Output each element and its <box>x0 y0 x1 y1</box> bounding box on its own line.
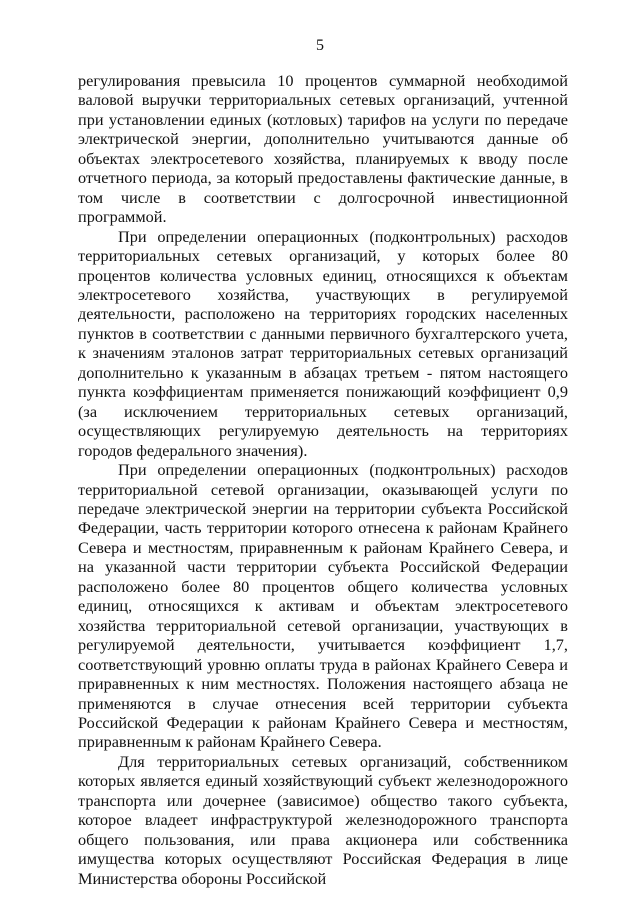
paragraph-railway-organizations: Для территориальных сетевых организаций, собственником которых является единый хозяйствующий субъект железнодорожного транспорта или дочернее (зависимое) общество такого субъекта, которое владеет инфраструктурой железнодорожного транспорта общего пользования, или права акционера или собственника имущества которых осуществляют Российская Федерация в лице Министерства обороны Российской <box>78 751 568 888</box>
document-body <box>78 71 568 888</box>
paragraph-continuation: регулирования превысила 10 процентов суммарной необходимой валовой выручки территориальных сетевых организаций, учтенной при установлении единых (котловых) тарифов на услуги по передаче электрической энергии, дополнительно учитываются данные об объектах электросетевого хозяйства, планируемых к вводу после отчетного периода, за который предоставлены фактические данные, в том числе в соответствии с долгосрочной инвестиционной программой. <box>78 71 568 227</box>
paragraph-urban-territories-coefficient: При определении операционных (подконтрольных) расходов территориальных сетевых организаций, у которых более 80 процентов количества условных единиц, относящихся к объектам электросетевого хозяйства, участвующих в регулируемой деятельности, расположено на территориях городских населенных пунктов в соответствии с данными первичного бухгалтерского учета, к значениям эталонов затрат территориальных сетевых организаций дополнительно к указанным в абзацах третьем - пятом настоящего пункта коэффициентам применяется понижающий коэффициент 0,9 (за исключением территориальных сетевых организаций, осуществляющих регулируемую деятельность на территориях городов федерального значения). <box>78 226 568 460</box>
page-number: 5 <box>316 37 324 54</box>
paragraph-far-north-coefficient: При определении операционных (подконтрольных) расходов территориальной сетевой организации, оказывающей услуги по передаче электрической энергии на территории субъекта Российской Федерации, часть территории которого отнесена к районам Крайнего Севера и местностям, приравненным к районам Крайнего Севера, и на указанной части территории субъекта Российской Федерации расположено более 80 процентов общего количества условных единиц, относящихся к активам и объектам электросетевого хозяйства территориальной сетевой организации, участвующих в регулируемой деятельности, учитывается коэффициент 1,7, соответствующий уровню оплаты труда в районах Крайнего Севера и приравненных к ним местностях. Положения настоящего абзаца не применяются в случае отнесения всей территории субъекта Российской Федерации к районам Крайнего Севера и местностям, приравненным к районам Крайнего Севера. <box>78 460 568 752</box>
